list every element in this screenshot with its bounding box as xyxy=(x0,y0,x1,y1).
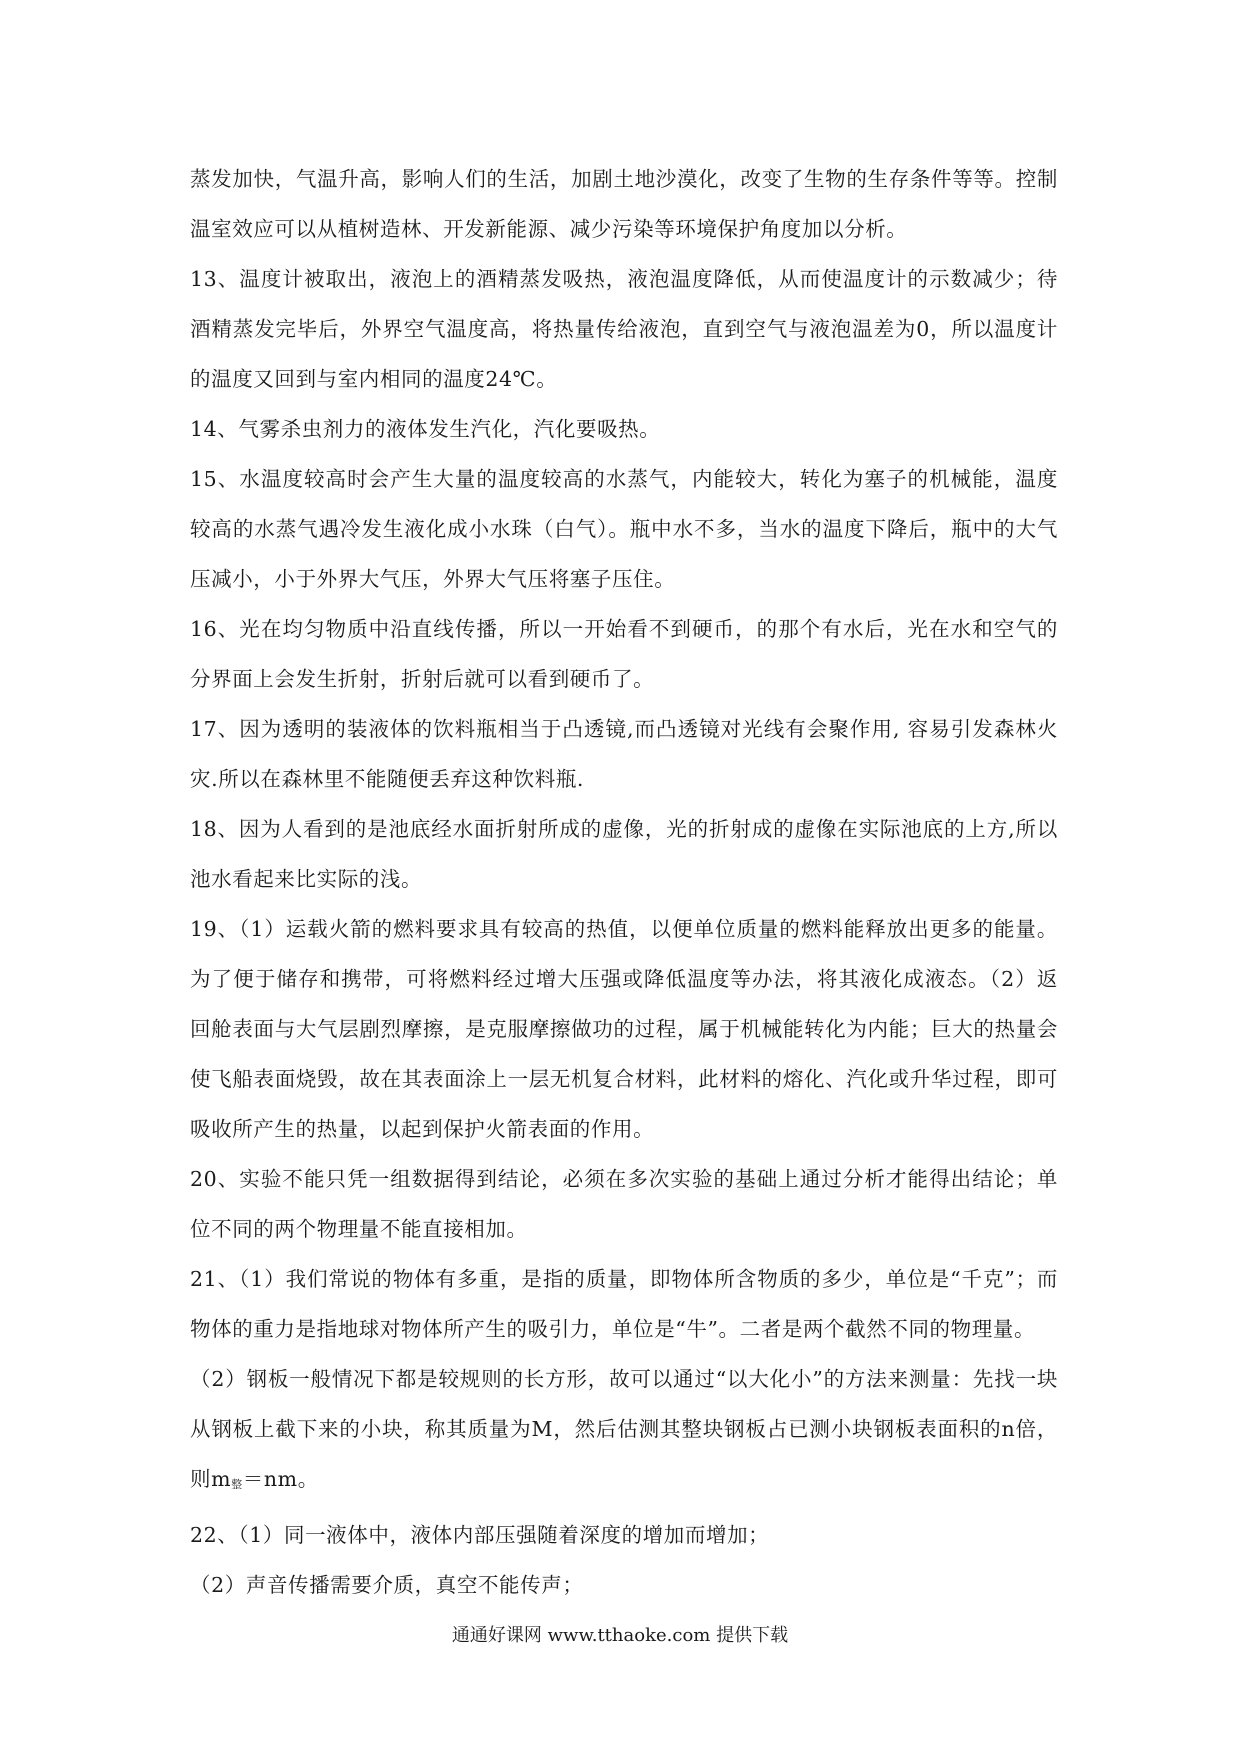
page-footer: 通通好课网 www.tthaoke.com 提供下载 xyxy=(451,1625,789,1646)
para21b-text: （2）钢板一般情况下都是较规则的长方形，故可以通过“以大化小”的方法来测量：先找一块从钢板上截下来的小块，称其质量为M，然后估测其整块钢板占已测小块钢板表面积的n倍，则m xyxy=(190,1367,1058,1491)
paragraph-16: 16、光在均匀物质中沿直线传播，所以一开始看不到硬币，的那个有水后，光在水和空气的分界面上会发生折射，折射后就可以看到硬币了。 xyxy=(190,617,1058,691)
para21b-tail: ＝nm。 xyxy=(242,1467,319,1491)
paragraph-19: 19、（1）运载火箭的燃料要求具有较高的热值，以便单位质量的燃料能释放出更多的能量。为了便于储存和携带，可将燃料经过增大压强或降低温度等办法，将其液化成液态。（2）返回舱表面与大气层剧烈摩擦，是克服摩擦做功的过程，属于机械能转化为内能；巨大的热量会使飞船表面烧毁，故在其表面涂上一层无机复合材料，此材料的熔化、汽化或升华过程，即可吸收所产生的热量，以起到保护火箭表面的作用。 xyxy=(190,917,1058,1141)
paragraph-20: 20、实验不能只凭一组数据得到结论，必须在多次实验的基础上通过分析才能得出结论；单位不同的两个物理量不能直接相加。 xyxy=(190,1167,1058,1241)
paragraph-15: 15、水温度较高时会产生大量的温度较高的水蒸气，内能较大，转化为塞子的机械能，温度较高的水蒸气遇冷发生液化成小水珠（白气）。瓶中水不多，当水的温度下降后，瓶中的大气压减小，小于外界大气压，外界大气压将塞子压住。 xyxy=(190,467,1058,591)
paragraph-17: 17、因为透明的装液体的饮料瓶相当于凸透镜,而凸透镜对光线有会聚作用, 容易引发森林火灾.所以在森林里不能随便丢弃这种饮料瓶. xyxy=(190,717,1058,791)
paragraph-intro: 蒸发加快，气温升高，影响人们的生活，加剧土地沙漠化，改变了生物的生存条件等等。控制温室效应可以从植树造林、开发新能源、减少污染等环境保护角度加以分析。 xyxy=(190,167,1058,241)
paragraph-14: 14、气雾杀虫剂力的液体发生汽化，汽化要吸热。 xyxy=(190,417,661,441)
paragraph-13: 13、温度计被取出，液泡上的酒精蒸发吸热，液泡温度降低，从而使温度计的示数减少；待酒精蒸发完毕后，外界空气温度高，将热量传给液泡，直到空气与液泡温差为0，所以温度计的温度又回到与室内相同的温度24℃。 xyxy=(190,267,1058,391)
paragraph-22-part1: 22、（1）同一液体中，液体内部压强随着深度的增加而增加； xyxy=(190,1523,770,1547)
paragraph-21-part1: 21、（1）我们常说的物体有多重，是指的质量，即物体所含物质的多少，单位是“千克”；而物体的重力是指地球对物体所产生的吸引力，单位是“牛”。二者是两个截然不同的物理量。 xyxy=(190,1267,1058,1341)
paragraph-22-part2: （2）声音传播需要介质，真空不能传声； xyxy=(190,1573,584,1597)
paragraph-18: 18、因为人看到的是池底经水面折射所成的虚像，光的折射成的虚像在实际池底的上方,所以池水看起来比实际的浅。 xyxy=(190,817,1058,891)
paragraph-21-part2 xyxy=(190,1354,1058,1510)
mass-subscript: 整 xyxy=(231,1478,243,1491)
document-body xyxy=(190,154,1058,1610)
